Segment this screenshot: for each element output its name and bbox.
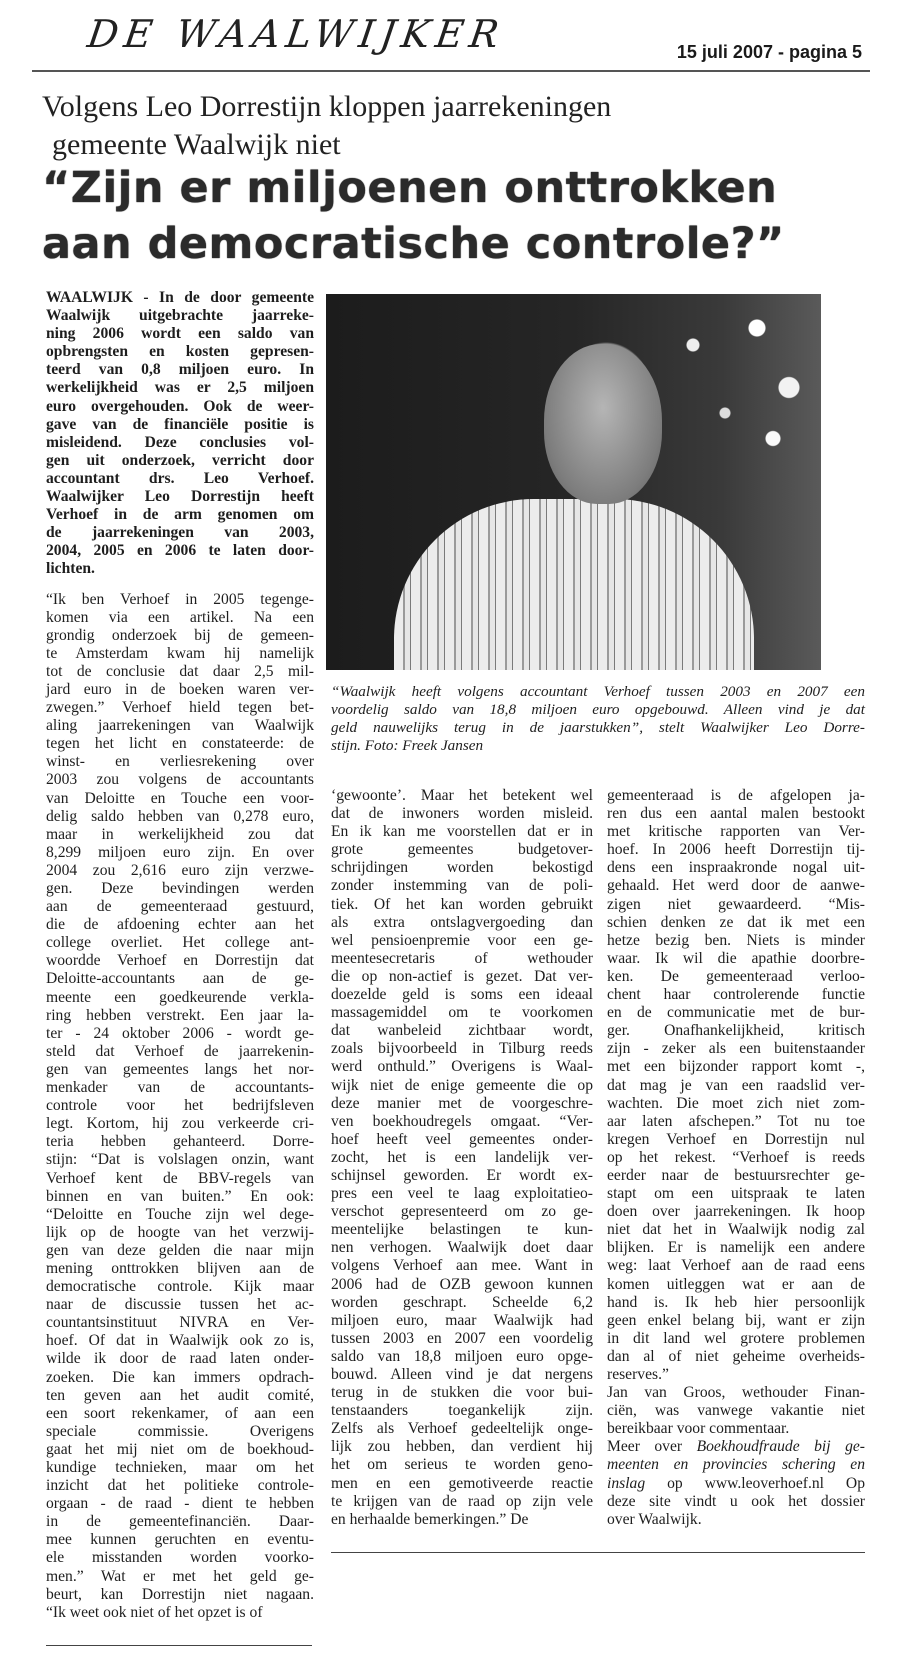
- text-line: zonder instemming van de poli-: [331, 877, 593, 895]
- text-line: 2003 zou volgens de accountants: [46, 771, 314, 789]
- text-line: Deloitte-accountants aan de ge-: [46, 970, 314, 988]
- text-line: “Deloitte en Touche zijn wel dege-: [46, 1205, 314, 1223]
- text-line: hoef. In 2006 heeft Dorrestijn tij-: [607, 841, 865, 859]
- text-line: en de communicatie met de bur-: [607, 1004, 865, 1022]
- text-line: doen over jaarrekeningen. Ik hoop: [607, 1203, 865, 1221]
- text-line: Zelfs als Verhoef gedeeltelijk onge-: [331, 1420, 593, 1438]
- text-line: Verhoef kent de BBV-regels van: [46, 1169, 314, 1187]
- text-line: Waalwijk uitgebrachte jaarreke-: [46, 307, 314, 325]
- text-line: aan de gemeenteraad gestuurd,: [46, 898, 314, 916]
- text-line: zoeken. Die kan immers opdrach-: [46, 1368, 314, 1386]
- text-line: saldo van 18,8 miljoen euro opge-: [331, 1347, 593, 1365]
- text-line: beurt, kan Dorrestijn niet nagaan.: [46, 1585, 314, 1603]
- masthead-divider: [32, 70, 870, 72]
- body-paragraph: [46, 591, 314, 1622]
- newspaper-masthead: DE WAALWIJKER: [84, 12, 508, 56]
- portrait-photo: [326, 294, 821, 670]
- text-line: naar de discussie tussen het ac-: [46, 1296, 314, 1314]
- text-line: in de gemeentefinanciën. Daar-: [46, 1513, 314, 1531]
- kicker-line-1: Volgens Leo Dorrestijn kloppen jaarrekeningen: [42, 90, 612, 123]
- text-line: lichten.: [46, 560, 95, 578]
- text-line: accountant drs. Leo Verhoef.: [46, 469, 314, 487]
- text-line: WAALWIJK - In de door gemeente: [46, 289, 314, 306]
- text-line: ele misstanden worden voorko-: [46, 1549, 314, 1567]
- text-line: gaat het mij niet om de boekhoud-: [46, 1440, 314, 1458]
- photo-head: [544, 344, 662, 504]
- text-line: stijn. Foto: Freek Jansen: [331, 737, 484, 754]
- text-line: ger. Onafhankelijkheid, kritisch: [607, 1022, 865, 1040]
- text-line: doezelde geld is soms een ideaal: [331, 986, 593, 1004]
- photo-caption: [331, 683, 865, 755]
- footer-line-1: Meer over Boekhoudfraude bij ge-: [607, 1438, 865, 1456]
- footer-line-3: inslag op www.leoverhoef.nl Op: [607, 1474, 865, 1492]
- text-line: en herhaalde bemerkingen.” De: [331, 1510, 529, 1528]
- text-line: zocht, het is een landelijk ver-: [331, 1148, 593, 1166]
- text-line: die de afdoening echter aan het: [46, 916, 314, 934]
- text-line: verschot gepresenteerd om zo ge-: [331, 1203, 593, 1221]
- text-line: grote gemeentes budgetover-: [331, 841, 593, 859]
- column-3-body: [607, 787, 865, 1438]
- date-page-label: 15 juli 2007 - pagina 5: [676, 42, 862, 62]
- text-line: hand is. Ik heb hier persoonlijk: [607, 1293, 865, 1311]
- text-line: dat wanbeleid zichtbaar wordt,: [331, 1022, 593, 1040]
- text-line: de jaarrekeningen van 2003,: [46, 524, 314, 542]
- text-line: opbrengsten en kosten gepresen-: [46, 343, 314, 361]
- text-line: gen van deze gelden die naar mijn: [46, 1241, 314, 1259]
- text-line: op het rekest. “Verhoef is reeds: [607, 1148, 865, 1166]
- text-line: hetze bezig ben. Niets is minder: [607, 931, 865, 949]
- text-line: tussen 2003 en 2007 een voordelig: [331, 1329, 593, 1347]
- article-column-1: [46, 289, 314, 1622]
- text-line: komen uitleggen wat er aan de: [607, 1275, 865, 1293]
- text-line: ning 2006 wordt een saldo van: [46, 325, 314, 343]
- text-line: waar. Ik wil die apathie doorbre-: [607, 949, 865, 967]
- text-line: men en een gemotiveerde reactie: [331, 1474, 593, 1492]
- text-line: maar in werkelijkheid zou dat: [46, 825, 314, 843]
- text-line: winst- en verliesrekening over: [46, 753, 314, 771]
- text-line: woordde Verhoef en Dorrestijn dat: [46, 952, 314, 970]
- text-line: als extra ontslagvergoeding dan: [331, 913, 593, 931]
- text-line: jard euro in de boeken waren ver-: [46, 680, 314, 698]
- text-line: democratische controle. Kijk maar: [46, 1278, 314, 1296]
- text-line: stapt om een uitspraak te laten: [607, 1185, 865, 1203]
- text-line: met kritische rapporten van Ver-: [607, 823, 865, 841]
- text-line: geld nauwelijks terug in de jaarstukken”, stelt Waalwijker Leo Dorre-: [331, 719, 865, 736]
- text-line: legt. Kortom, hij zou verkeerde cri-: [46, 1115, 314, 1133]
- text-line: mee kunnen geruchten en eventu-: [46, 1531, 314, 1549]
- text-line: ter - 24 oktober 2006 - wordt ge-: [46, 1024, 314, 1042]
- text-line: worden geschrapt. Scheelde 6,2: [331, 1293, 593, 1311]
- text-line: ciën, was vanwege vakantie niet: [607, 1402, 865, 1420]
- text-line: dat de inwoners worden misleid.: [331, 805, 593, 823]
- text-line: delig saldo hebben van 0,278 euro,: [46, 807, 314, 825]
- text-line: wel pensioenpremie voor een ge-: [331, 931, 593, 949]
- text-line: ken. De gemeenteraad verloo-: [607, 967, 865, 985]
- text-line: gen. Deze bevindingen werden: [46, 880, 314, 897]
- text-line: schijnsel geworden. Er wordt ex-: [331, 1166, 593, 1184]
- text-line: wilde ik door de raad laten onder-: [46, 1350, 314, 1368]
- text-line: schrijdingen worden bekostigd: [331, 859, 593, 877]
- text-line: men.” Wat er met het geld ge-: [46, 1567, 314, 1585]
- text-line: eerder naar de bestuursrechter ge-: [607, 1166, 865, 1184]
- text-line: countantsinstituut NIVRA en Ver-: [46, 1314, 314, 1332]
- text-line: kregen Verhoef en Dorrestijn nul: [607, 1130, 865, 1148]
- text-line: gave van de financiële positie is: [46, 415, 314, 433]
- text-line: hoef. Of dat in Waalwijk ook zo is,: [46, 1332, 314, 1350]
- text-line: 2006 had de OZB gewoon kunnen: [331, 1275, 593, 1293]
- text-line: te Amsterdam kwam hij namelijk: [46, 644, 314, 662]
- text-line: menkader van de accountants-: [46, 1079, 314, 1097]
- text-line: zoals bijvoorbeeld in Tilburg reeds: [331, 1040, 593, 1058]
- text-line: in dit land wel grotere problemen: [607, 1329, 865, 1347]
- text-line: tegen het licht en constateerde: de: [46, 735, 314, 753]
- text-line: nen verhogen. Waalwijk doet daar: [331, 1239, 593, 1257]
- text-line: gehaald. Het werd door de aanwe-: [607, 877, 865, 895]
- headline-line-2: aan democratische controle?”: [42, 219, 785, 269]
- text-line: ven boekhoudregels omgaat. “Ver-: [331, 1112, 593, 1130]
- text-line: zijn - zeker als een buitenstaander: [607, 1040, 865, 1058]
- text-line: meente een goedkeurende verkla-: [46, 988, 314, 1006]
- text-line: 8,299 miljoen euro zijn. En over: [46, 843, 314, 861]
- text-line: pres een veel te laag exploitatieo-: [331, 1185, 593, 1203]
- text-line: tot de conclusie dat daar 2,5 mil-: [46, 662, 314, 680]
- text-line: wijk niet de enige gemeente die op: [331, 1076, 593, 1094]
- headline-line-1: “Zijn er miljoenen onttrokken: [42, 163, 778, 213]
- text-line: tiek. Of het kan worden gebruikt: [331, 895, 593, 913]
- text-line: schien denken ze dat ik met een: [607, 913, 865, 931]
- text-line: aar laten afschepen.” Tot nu toe: [607, 1112, 865, 1130]
- text-line: reserves.”: [607, 1366, 669, 1383]
- photo-striped-shirt: [394, 499, 754, 670]
- text-line: gemeenteraad is de afgelopen ja-: [607, 787, 865, 804]
- text-line: met een bijzonder rapport komt -,: [607, 1058, 865, 1076]
- text-line: inzicht dat het politieke controle-: [46, 1477, 314, 1495]
- text-line: deze manier met de voorgeschre-: [331, 1094, 593, 1112]
- text-line: 2004 zou 2,616 euro zijn verzwe-: [46, 861, 314, 879]
- text-line: werd onthuld.” Overigens is Waal-: [331, 1058, 593, 1076]
- text-line: kundige technieken, maar om het: [46, 1459, 314, 1476]
- text-line: ‘gewoonte’. Maar het betekent wel: [331, 787, 593, 804]
- text-line: ten geven aan het audit comité,: [46, 1386, 314, 1404]
- text-line: niet dat het in Waalwijk nodig zal: [607, 1221, 865, 1239]
- text-line: meentesecretaris of wethouder: [331, 949, 593, 967]
- text-line: het om serieus te worden geno-: [331, 1456, 593, 1474]
- text-line: terug in de stukken die voor bui-: [331, 1384, 593, 1402]
- text-line: dan al of niet geheime overheids-: [607, 1347, 865, 1365]
- text-line: orgaan - de raad - dient te hebben: [46, 1495, 314, 1513]
- text-line: stijn: “Dat is volslagen onzin, want: [46, 1151, 314, 1169]
- text-line: tenstaanders toegankelijk zijn.: [331, 1402, 593, 1420]
- text-line: zigen niet gewaardeerd. “Mis-: [607, 895, 865, 913]
- text-line: Verhoef in de arm genomen om: [46, 506, 314, 524]
- column-2-3-end-rule: [331, 1552, 865, 1553]
- text-line: Jan van Groos, wethouder Finan-: [607, 1384, 865, 1402]
- text-line: miljoen euro, maar Waalwijk had: [331, 1311, 593, 1329]
- article-kicker: [42, 88, 842, 164]
- text-line: controle voor het bedrijfsleven: [46, 1097, 314, 1115]
- text-line: “Ik ben Verhoef in 2005 tegenge-: [46, 590, 314, 608]
- text-line: die op non-actief is gezet. Dat ver-: [331, 967, 593, 985]
- text-line: gen uit onderzoek, verricht door: [46, 451, 314, 469]
- text-line: college overliet. Het college ant-: [46, 934, 314, 952]
- article-column-3: [607, 787, 865, 1529]
- kicker-line-2: gemeente Waalwijk niet: [52, 128, 341, 161]
- text-line: ren dus een aantal malen bestookt: [607, 805, 865, 823]
- text-line: meentelijke belastingen te kun-: [331, 1221, 593, 1239]
- text-line: aling jaarrekeningen van Waalwijk: [46, 717, 314, 735]
- text-line: 2004, 2005 en 2006 te laten door-: [46, 542, 314, 560]
- text-line: dat mag je van een raadslid ver-: [607, 1076, 865, 1094]
- text-line: komen via een artikel. Na een: [46, 608, 314, 626]
- text-line: dens een inspraakronde nogal uit-: [607, 859, 865, 877]
- text-line: van Deloitte en Touche een voor-: [46, 789, 314, 807]
- text-line: massagemiddel om te voorkomen: [331, 1004, 593, 1022]
- photo-foliage: [661, 294, 821, 464]
- text-line: “Waalwijk heeft volgens accountant Verhoef tussen 2003 en 2007 een: [331, 683, 865, 700]
- text-line: chent haar controlerende functie: [607, 986, 865, 1004]
- text-line: wachten. Die moet zich niet zom-: [607, 1094, 865, 1112]
- article-column-2: [331, 787, 593, 1529]
- text-line: volgens Verhoef aan mee. Want in: [331, 1257, 593, 1275]
- text-line: blijken. Er is namelijk een andere: [607, 1239, 865, 1257]
- column-1-end-rule: [46, 1645, 312, 1646]
- text-line: mening onttrokken blijven aan de: [46, 1259, 314, 1277]
- text-line: En ik kan me voorstellen dat er in: [331, 823, 593, 841]
- text-line: euro overgehouden. Ook de weer-: [46, 397, 314, 415]
- text-line: teerd van 0,8 miljoen euro. In: [46, 361, 314, 379]
- text-line: misleidend. Deze conclusies vol-: [46, 433, 314, 451]
- text-line: hoef heeft veel gemeentes onder-: [331, 1130, 593, 1148]
- text-line: binnen en van buiten.” En ook:: [46, 1187, 314, 1205]
- text-line: geen enkel belang bij, want er zijn: [607, 1311, 865, 1329]
- text-line: lijk zou hebben, dan verdient hij: [331, 1438, 593, 1456]
- text-line: grondig onderzoek bij de gemeen-: [46, 626, 314, 644]
- text-line: steld dat Verhoef de jaarrekenin-: [46, 1042, 314, 1060]
- text-line: bereikbaar voor commentaar.: [607, 1420, 790, 1438]
- text-line: ring hebben verstrekt. Een jaar la-: [46, 1006, 314, 1024]
- footer-line-4: deze site vindt u ook het dossier: [607, 1492, 865, 1510]
- text-line: zwegen.” Verhoef hield tegen bet-: [46, 699, 314, 717]
- footer-line-5: over Waalwijk.: [607, 1510, 702, 1528]
- text-line: voordelig saldo van 18,8 miljoen euro opgebouwd. Alleen vind je dat: [331, 701, 865, 718]
- footer-line-2: meenten en provincies schering en: [607, 1456, 865, 1474]
- text-line: een soort rekenkamer, of aan een: [46, 1404, 314, 1422]
- text-line: werkelijkheid was er 2,5 miljoen: [46, 379, 314, 397]
- text-line: gen van gemeentes langs het nor-: [46, 1060, 314, 1078]
- text-line: te krijgen van de raad op zijn vele: [331, 1492, 593, 1510]
- text-line: “Ik weet ook niet of het opzet is of: [46, 1603, 263, 1621]
- lead-paragraph: [46, 289, 314, 579]
- text-line: bouwd. Alleen vind je dat nergens: [331, 1366, 593, 1383]
- text-line: lijk op de hoogte van het verzwij-: [46, 1223, 314, 1241]
- text-line: Waalwijker Leo Dorrestijn heeft: [46, 488, 314, 506]
- text-line: speciale commissie. Overigens: [46, 1422, 314, 1440]
- article-headline: [42, 160, 872, 272]
- text-line: weg: laat Verhoef aan de raad eens: [607, 1257, 865, 1275]
- text-line: teria hebben gehanteerd. Dorre-: [46, 1133, 314, 1151]
- website-link[interactable]: op www.leoverhoef.nl Op: [645, 1474, 865, 1492]
